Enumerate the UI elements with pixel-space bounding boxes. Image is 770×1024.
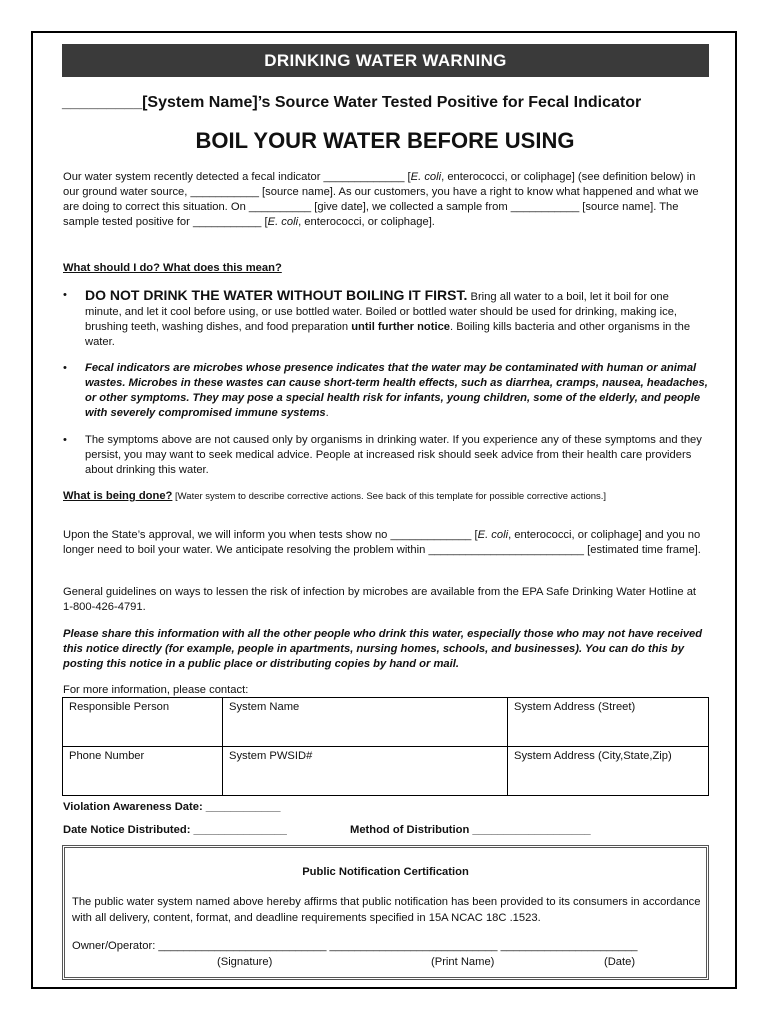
contact-intro: For more information, please contact: — [63, 684, 249, 696]
table-cell: Phone Number — [63, 747, 223, 796]
share-paragraph: Please share this information with all the other people who drink this water, especially those who may not have received this notice directly (for example, people in apartments, nursing homes, schools, and businesses). You can do this by posting this notice in a public place or distributing copies by hand or mail. — [63, 628, 703, 670]
date-distributed: Date Notice Distributed: _______________ — [63, 824, 287, 836]
page-title: BOIL YOUR WATER BEFORE USING — [195, 128, 575, 153]
warning-banner: DRINKING WATER WARNING — [62, 44, 709, 77]
certification-text: The public water system named above hereby affirms that public notification has been provided to its consumers in accordance with all delivery, content, format, and deadline requirements specified in 15A NCAC 18C .1523. — [72, 896, 701, 924]
owner-operator-line: Owner/Operator: ___________________________ ___________________________ ______________________ — [72, 940, 638, 952]
table-row — [63, 698, 709, 747]
table-cell: System PWSID# — [223, 747, 508, 796]
table-cell: Responsible Person — [63, 698, 223, 747]
signature-label: (Signature) — [217, 956, 273, 968]
table-cell: System Address (City,State,Zip) — [508, 747, 709, 796]
bullet-icon: • — [63, 289, 67, 301]
table-row — [63, 747, 709, 796]
violation-date: Violation Awareness Date: ____________ — [63, 801, 281, 813]
intro-paragraph: Our water system recently detected a fecal indicator _____________ [E. coli, enterococci, or coliphage] (see definition below) in our ground water source, ___________ [source name]. As our customers, you have a right to know what happened and what we are doing to correct this situation. On __________ [give date], we collected a sample from ___________ [source name]. The sample tested positive for ___________ [E. coli, enterococci, or coliphage]. — [63, 171, 699, 228]
print-name-label: (Print Name) — [431, 956, 495, 968]
list-item: • Fecal indicators are microbes whose presence indicates that the water may be contaminated with human or animal wastes. Microbes in these wastes can cause short-term health effects, such as diarrhea, cramps, nausea, headaches, or other symptoms. They may pose a special health risk for infants, young children, some of the elderly, and people with severely compromised immune systems. — [63, 362, 708, 419]
bullet-icon: • — [63, 434, 67, 446]
guidelines-paragraph: General guidelines on ways to lessen the risk of infection by microbes are available from the EPA Safe Drinking Water Hotline at 1-800-426-4791. — [63, 586, 697, 613]
table-cell: System Name — [223, 698, 508, 747]
section-heading-what-to-do: What should I do? What does this mean? — [63, 262, 282, 274]
contact-table — [62, 697, 709, 796]
distribution-method: Method of Distribution ___________________ — [350, 824, 591, 836]
date-label: (Date) — [604, 956, 636, 968]
list-item: • The symptoms above are not caused only by organisms in drinking water. If you experience any of these symptoms and they persist, you may want to seek medical advice. People at increased risk should seek advice from their health care providers about drinking this water. — [63, 434, 702, 476]
bullet-icon: • — [63, 362, 67, 374]
section-heading-what-is-done: What is being done? [Water system to describe corrective actions. See back of this template for possible corrective actions.] — [63, 490, 607, 502]
notice-subtitle: _________[System Name]’s Source Water Tested Positive for Fecal Indicator — [62, 94, 642, 111]
certification-box — [62, 845, 709, 980]
table-cell: System Address (Street) — [508, 698, 709, 747]
approval-paragraph: Upon the State’s approval, we will inform you when tests show no _____________ [E. coli, enterococci, or coliphage] and you no longer need to boil your water. We anticipate resolving the problem within _________________________ [estimated time frame]. — [63, 529, 701, 556]
list-item: • DO NOT DRINK THE WATER WITHOUT BOILING IT FIRST. Bring all water to a boil, let it boil for one minute, and let it cool before using, or use bottled water. Boiled or bottled water should be used for drinking, making ice, brushing teeth, washing dishes, and food preparation until further notice. Boiling kills bacteria and other organisms in the water. — [63, 287, 691, 348]
certification-title: Public Notification Certification — [302, 866, 469, 878]
